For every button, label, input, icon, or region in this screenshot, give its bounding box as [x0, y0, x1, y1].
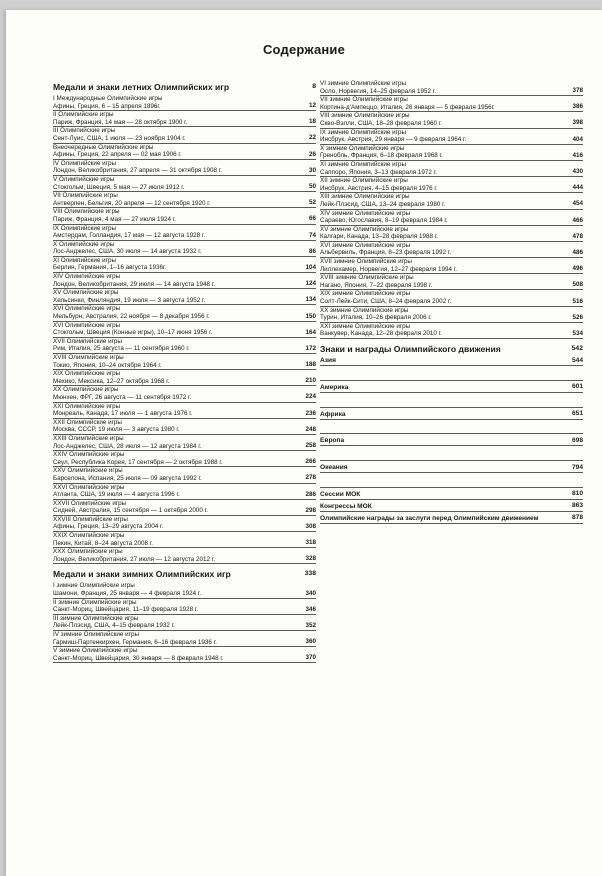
- entry-page-number: 328: [305, 555, 316, 563]
- region-countries-text: [320, 420, 583, 435]
- entry-place-dates: Лондон, Великобритания, 29 июля — 14 августа 1948 г.: [53, 280, 216, 288]
- entry-page-number: 224: [305, 393, 316, 401]
- entry-place-dates: Лондон, Великобритания, 27 июля — 12 августа 2012 г.: [53, 555, 216, 563]
- entry-place-dates: Ванкувер, Канада, 12–28 февраля 2010 г.: [320, 330, 442, 338]
- toc-entry: [53, 370, 316, 386]
- entry-games-title: IV зимние Олимпийские игры: [53, 631, 139, 638]
- entry-place-dates: Лейк-Плэсид, США, 13–24 февраля 1980 г.: [320, 200, 446, 208]
- entry-place-dates: Атланта, США, 19 июля — 4 августа 1996 г.: [53, 491, 180, 499]
- entry-page-number: 124: [305, 280, 316, 288]
- entry-games-title: I Международные Олимпийские игры: [53, 95, 163, 102]
- entry-games-title: XXV Олимпийские игры: [53, 467, 123, 475]
- toc-entry: [53, 305, 316, 321]
- misc-entry: [320, 515, 583, 524]
- entry-page-number: 386: [572, 103, 583, 111]
- toc-entry: [320, 161, 583, 177]
- region-heading: [320, 464, 583, 473]
- entry-page-number: 516: [572, 297, 583, 305]
- entry-page-number: 12: [308, 102, 316, 110]
- entry-games-title: XXVII Олимпийские игры: [53, 499, 127, 507]
- entry-place-dates: Париж, Франция, 4 мая — 27 июля 1924 г.: [53, 215, 177, 223]
- entry-place-dates: Париж, Франция, 14 мая — 28 октября 1900 г.: [53, 118, 188, 126]
- toc-entry: [53, 516, 316, 532]
- entry-games-title: XV зимние Олимпийские игры: [320, 225, 409, 233]
- entry-games-title: XVI зимние Олимпийские игры: [320, 241, 411, 249]
- toc-entry: [320, 274, 583, 290]
- entry-page-number: 74: [308, 231, 316, 239]
- winter-games-list: [53, 582, 316, 663]
- entry-place-dates: Афины, Греция, 22 апреля — 02 мая 1906 г.: [53, 151, 182, 159]
- toc-entry: [53, 257, 316, 273]
- section-heading-summer: [53, 82, 316, 92]
- entry-place-dates: Хельсинки, Финляндия, 19 июля — 3 августа 1952 г.: [53, 296, 206, 304]
- winter-games-list-continued: [320, 80, 583, 339]
- toc-entry: [320, 226, 583, 242]
- toc-entry: [53, 127, 316, 143]
- entry-page-number: 18: [308, 118, 316, 126]
- entry-place-dates: Лондон, Великобритания, 27 апреля — 31 октября 1908 г.: [53, 167, 223, 175]
- entry-games-title: II зимние Олимпийские игры: [53, 598, 137, 606]
- entry-games-title: XIV зимние Олимпийские игры: [320, 209, 411, 217]
- region-entry: [320, 411, 583, 435]
- misc-entry-page-number: 810: [571, 490, 583, 498]
- entry-page-number: 318: [305, 539, 316, 547]
- entry-games-title: XVIII зимние Олимпийские игры: [320, 274, 414, 282]
- entry-place-dates: Альбервиль, Франция, 8–23 февраля 1992 г.: [320, 249, 451, 257]
- entry-games-title: XIV Олимпийские игры: [53, 273, 121, 281]
- region-name: Азия: [320, 357, 336, 364]
- entry-page-number: 52: [308, 199, 316, 207]
- entry-games-title: VIII зимние Олимпийские игры: [320, 112, 410, 120]
- entry-page-number: 478: [572, 232, 583, 240]
- entry-place-dates: Лейк-Плэсид, США, 4–15 февраля 1932 г.: [53, 622, 175, 630]
- entry-page-number: 454: [572, 200, 583, 208]
- entry-place-dates: Сеул, Республика Корея, 17 сентября — 2 октября 1988 г.: [53, 458, 223, 466]
- entry-page-number: 236: [305, 409, 316, 417]
- region-countries-text: [320, 473, 583, 488]
- entry-games-title: XI зимние Олимпийские игры: [320, 160, 406, 168]
- entry-page-number: 508: [572, 281, 583, 289]
- toc-entry: [53, 144, 316, 160]
- region-countries-text: [320, 366, 583, 381]
- region-page-number: 794: [571, 463, 583, 471]
- region-heading: [320, 411, 583, 420]
- entry-page-number: 30: [308, 166, 316, 174]
- misc-entry-page-number: 878: [571, 514, 583, 522]
- toc-entry: [320, 80, 583, 96]
- toc-entry: [53, 386, 316, 402]
- toc-entry: [53, 289, 316, 305]
- toc-entry: [53, 322, 316, 338]
- entry-page-number: 104: [305, 263, 316, 271]
- entry-games-title: XVII Олимпийские игры: [53, 337, 122, 345]
- entry-games-title: XXX Олимпийские игры: [53, 548, 123, 556]
- entry-page-number: 150: [305, 312, 316, 320]
- region-heading: [320, 437, 583, 446]
- entry-place-dates: Нагано, Япония, 7–22 февраля 1998 г.: [320, 281, 433, 289]
- entry-games-title: III зимние Олимпийские игры: [53, 614, 139, 622]
- section-page-number: 338: [304, 570, 316, 578]
- entry-place-dates: Шамони, Франция, 25 января — 4 февраля 1924 г.: [53, 590, 202, 598]
- toc-entry: [53, 338, 316, 354]
- region-name: Америка: [320, 383, 349, 391]
- entry-page-number: 26: [308, 150, 316, 158]
- entry-games-title: XXI зимние Олимпийские игры: [320, 322, 411, 330]
- entry-page-number: 430: [572, 168, 583, 176]
- toc-entry: [53, 484, 316, 500]
- entry-place-dates: Сент-Луис, США, 1 июля — 23 ноября 1904 г.: [53, 134, 186, 142]
- toc-entry: [320, 290, 583, 306]
- entry-games-title: II Олимпийские игры: [53, 111, 114, 119]
- book-page: [6, 10, 602, 876]
- region-name: Европа: [320, 437, 345, 445]
- entry-games-title: X Олимпийские игры: [53, 240, 115, 248]
- toc-entry: [320, 242, 583, 258]
- entry-games-title: III Олимпийские игры: [53, 127, 116, 135]
- misc-entry-page-number: 863: [571, 502, 583, 510]
- page-title: Содержание: [262, 42, 346, 57]
- entry-games-title: XXIII Олимпийские игры: [53, 434, 124, 442]
- entry-place-dates: Скво-Вэлли, США, 18–28 февраля 1960 г.: [320, 119, 442, 127]
- misc-entries-list: [320, 491, 583, 524]
- region-heading: [320, 357, 583, 366]
- entry-place-dates: Сараево, Югославия, 8–19 февраля 1984 г.: [320, 217, 448, 225]
- toc-entry: [53, 225, 316, 241]
- region-entry: [320, 437, 583, 461]
- entry-page-number: 210: [305, 377, 316, 385]
- entry-games-title: VII Олимпийские игры: [53, 192, 118, 200]
- entry-games-title: IV Олимпийские игры: [53, 159, 117, 167]
- region-page-number: 698: [571, 436, 583, 444]
- entry-games-title: V зимние Олимпийские игры: [53, 647, 138, 655]
- toc-entry: [320, 145, 583, 161]
- entry-page-number: 416: [572, 151, 583, 159]
- entry-place-dates: Санкт-Мориц, Швейцария, 30 января — 8 февраля 1948 г.: [53, 654, 224, 662]
- entry-place-dates: Амстердам, Голландия, 17 мая — 12 августа 1928 г.: [53, 232, 206, 240]
- toc-entry: [53, 615, 316, 631]
- entry-games-title: XXVI Олимпийские игры: [53, 483, 125, 491]
- entry-games-title: XX зимние Олимпийские игры: [320, 306, 409, 314]
- entry-page-number: 486: [572, 248, 583, 256]
- entry-place-dates: Лос-Анджелес, США, 28 июля — 12 августа 1984 г.: [53, 442, 202, 450]
- entry-page-number: 172: [305, 344, 316, 352]
- entry-games-title: XVII зимние Олимпийские игры: [320, 258, 412, 266]
- misc-entry: [320, 491, 583, 500]
- entry-page-number: 370: [305, 654, 316, 662]
- entry-place-dates: Москва, СССР, 19 июля — 3 августа 1980 г.: [53, 426, 180, 434]
- entry-games-title: X зимние Олимпийские игры: [320, 144, 405, 152]
- entry-games-title: I зимние Олимпийские игры: [53, 582, 135, 590]
- toc-entry: [53, 273, 316, 289]
- section-heading-label: Медали и знаки зимних Олимпийских игр: [53, 569, 231, 580]
- entry-games-title: XVIII Олимпийские игры: [53, 354, 124, 361]
- entry-place-dates: Инсбрук, Австрия, 4–15 февраля 1976 г.: [320, 184, 438, 192]
- entry-place-dates: Стокгольм, Швеция (Конные игры), 10–17 июня 1956 г.: [53, 329, 213, 337]
- toc-entry: [53, 419, 316, 435]
- entry-page-number: 398: [572, 119, 583, 127]
- entry-games-title: VII зимние Олимпийские игры: [320, 96, 408, 104]
- toc-entry: [53, 435, 316, 451]
- entry-place-dates: Пекин, Китай, 8–24 августа 2008 г.: [53, 539, 154, 547]
- toc-entry: [53, 354, 316, 370]
- entry-place-dates: Санкт-Мориц, Швейцария, 11–19 февраля 1928 г.: [53, 606, 199, 614]
- entry-games-title: XXI Олимпийские игры: [53, 402, 121, 410]
- toc-entry: [53, 647, 316, 663]
- entry-games-title: IX Олимпийские игры: [53, 224, 117, 232]
- right-column: [320, 80, 583, 524]
- entry-games-title: XV Олимпийские игры: [53, 289, 119, 297]
- entry-page-number: 346: [305, 605, 316, 613]
- entry-place-dates: Калгари, Канада, 13–28 февраля 1988 г.: [320, 233, 439, 241]
- misc-entry-title: Олимпийские награды за заслуги перед Олимпийским движением: [320, 514, 539, 522]
- entry-page-number: 340: [305, 589, 316, 597]
- misc-entry-title: Конгрессы МОК: [320, 502, 372, 510]
- toc-entry: [53, 500, 316, 516]
- entry-page-number: 50: [308, 183, 316, 191]
- entry-place-dates: Турин, Италия, 10–26 февраля 2006 г.: [320, 314, 432, 322]
- entry-page-number: 134: [305, 296, 316, 304]
- summer-games-list: [53, 95, 316, 564]
- toc-entry: [53, 111, 316, 127]
- region-entry: [320, 384, 583, 408]
- entry-games-title: IX зимние Олимпийские игры: [320, 128, 406, 136]
- section-page-number: 542: [571, 345, 583, 352]
- entry-page-number: 278: [305, 474, 316, 482]
- entry-page-number: 526: [572, 313, 583, 321]
- entry-page-number: 188: [305, 361, 316, 369]
- entry-place-dates: Мюнхен, ФРГ, 26 августа — 11 сентября 1972 г.: [53, 393, 192, 401]
- region-name: Океания: [320, 464, 348, 472]
- entry-page-number: 286: [305, 490, 316, 498]
- toc-entry: [320, 210, 583, 226]
- entry-page-number: 86: [308, 247, 316, 255]
- entry-page-number: 496: [572, 265, 583, 273]
- entry-page-number: 404: [572, 135, 583, 143]
- toc-entry: [53, 451, 316, 467]
- entry-games-title: XXII Олимпийские игры: [53, 418, 122, 426]
- toc-entry: [53, 241, 316, 257]
- entry-place-dates: Токио, Япония, 10–24 октября 1964 г.: [53, 361, 162, 369]
- entry-games-title: XXVIII Олимпийские игры: [53, 515, 128, 523]
- entry-page-number: 266: [305, 458, 316, 466]
- entry-page-number: 298: [305, 506, 316, 514]
- entry-place-dates: Гренобль, Франция, 6–18 февраля 1968 г.: [320, 152, 443, 160]
- entry-page-number: 360: [305, 638, 316, 646]
- entry-games-title: XXIV Олимпийские игры: [53, 451, 125, 459]
- entry-page-number: 258: [305, 442, 316, 450]
- toc-entry: [53, 208, 316, 224]
- entry-page-number: 466: [572, 216, 583, 224]
- entry-games-title: XII зимние Олимпийские игры: [320, 177, 408, 185]
- entry-page-number: 164: [305, 328, 316, 336]
- toc-entry: [53, 599, 316, 615]
- entry-place-dates: Сидней, Австралия, 15 сентября — 1 октября 2000 г.: [53, 507, 208, 515]
- misc-entry: [320, 503, 583, 512]
- region-countries-text: [320, 393, 583, 408]
- toc-entry: [53, 403, 316, 419]
- toc-entry: [320, 307, 583, 323]
- entry-place-dates: Саппоро, Япония, 3–13 февраля 1972 г.: [320, 168, 437, 176]
- region-entry: [320, 357, 583, 381]
- toc-entry: [320, 323, 583, 339]
- toc-entry: [320, 112, 583, 128]
- entry-place-dates: Афины, Греция, 13–29 августа 2004 г.: [53, 523, 164, 531]
- entry-page-number: 308: [305, 522, 316, 530]
- toc-entry: [53, 631, 316, 647]
- entry-place-dates: Лос-Анджелес, США, 30 июля — 14 августа 1932 г.: [53, 248, 202, 256]
- entry-place-dates: Стокгольм, Швеция, 5 мая — 27 июля 1912 г.: [53, 183, 185, 191]
- toc-entry: [320, 177, 583, 193]
- entry-place-dates: Монреаль, Канада, 17 июля — 1 августа 1976 г.: [53, 410, 193, 418]
- region-entry: [320, 464, 583, 488]
- entry-games-title: Внеочередные Олимпийские игры: [53, 143, 154, 151]
- section-heading-movement: [320, 344, 583, 354]
- entry-page-number: 352: [305, 621, 316, 629]
- toc-entry: [320, 193, 583, 209]
- entry-games-title: XXIX Олимпийские игры: [53, 532, 125, 540]
- entry-games-title: VIII Олимпийские игры: [53, 208, 120, 216]
- toc-entry: [53, 548, 316, 564]
- entry-place-dates: Лиллехамер, Норвегия, 12–27 февраля 1994 г.: [320, 265, 457, 273]
- entry-place-dates: Афины, Греция, 6 – 15 апреля 1896г.: [53, 102, 161, 110]
- entry-games-title: XI Олимпийские игры: [53, 256, 117, 264]
- section-page-number: 8: [312, 83, 316, 90]
- entry-games-title: XVI Олимпийские игры: [53, 321, 121, 329]
- entry-place-dates: Мельбурн, Австралия, 22 ноября — 8 декабря 1956 г.: [53, 313, 210, 321]
- entry-place-dates: Антверпен, Бельгия, 20 апреля — 12 сентября 1920 г.: [53, 199, 211, 207]
- entry-place-dates: Гармиш-Партенкирхен, Германия, 6–16 февраля 1936 г.: [53, 638, 217, 646]
- toc-entry: [53, 582, 316, 598]
- toc-entry: [53, 160, 316, 176]
- entry-place-dates: Инсбрук, Австрия, 29 января — 9 февраля 1964 г.: [320, 136, 467, 144]
- entry-place-dates: Мехико, Мексика, 12–27 октября 1968 г.: [53, 377, 170, 385]
- entry-games-title: XIX Олимпийские игры: [53, 370, 121, 378]
- region-page-number: 651: [571, 410, 583, 418]
- entry-place-dates: Барселона, Испания, 25 июля — 09 августа 1992 г.: [53, 474, 202, 482]
- toc-entry: [320, 96, 583, 112]
- toc-entry: [53, 467, 316, 483]
- entry-page-number: 444: [572, 184, 583, 192]
- region-name: Африка: [320, 410, 346, 418]
- toc-entry: [53, 192, 316, 208]
- entry-place-dates: Солт-Лейк-Сити, США, 8–24 февраля 2002 г.: [320, 298, 452, 306]
- entry-place-dates: Осло, Норвегия, 14–25 февраля 1952 г.: [320, 87, 437, 95]
- toc-entry: [320, 129, 583, 145]
- entry-games-title: XIX зимние Олимпийские игры: [320, 290, 411, 298]
- entry-page-number: 378: [572, 87, 583, 95]
- entry-games-title: XVI Олимпийские игры: [53, 305, 121, 313]
- section-heading-label: Знаки и награды Олимпийского движения: [320, 344, 501, 354]
- entry-page-number: 22: [308, 134, 316, 142]
- region-page-number: 544: [571, 356, 583, 364]
- misc-entry-title: Сессии МОК: [320, 490, 361, 498]
- entry-games-title: XIII зимние Олимпийские игры: [320, 193, 410, 201]
- entry-page-number: 248: [305, 425, 316, 433]
- left-column: [53, 80, 316, 663]
- toc-entry: [53, 95, 316, 111]
- region-countries-text: [320, 446, 583, 461]
- region-page-number: 601: [571, 383, 583, 391]
- entry-games-title: XX Олимпийские игры: [53, 386, 119, 394]
- region-heading: [320, 384, 583, 393]
- section-heading-label: Медали и знаки летних Олимпийских игр: [53, 82, 230, 92]
- entry-place-dates: Берлин, Германия, 1–16 августа 1936г.: [53, 264, 167, 272]
- toc-entry: [320, 258, 583, 274]
- entry-place-dates: Рим, Италия, 25 августа — 11 сентября 1960 г.: [53, 345, 190, 353]
- entry-games-title: V Олимпийские игры: [53, 175, 115, 183]
- entry-page-number: 66: [308, 215, 316, 223]
- entry-page-number: 534: [572, 329, 583, 337]
- toc-entry: [53, 532, 316, 548]
- regions-list: [320, 357, 583, 488]
- entry-games-title: VI зимние Олимпийские игры: [320, 80, 406, 87]
- toc-entry: [53, 176, 316, 192]
- section-heading-winter: [53, 569, 316, 579]
- entry-place-dates: Кортина-д'Ампеццо, Италия, 26 января — 5 февраля 1956г.: [320, 103, 495, 111]
